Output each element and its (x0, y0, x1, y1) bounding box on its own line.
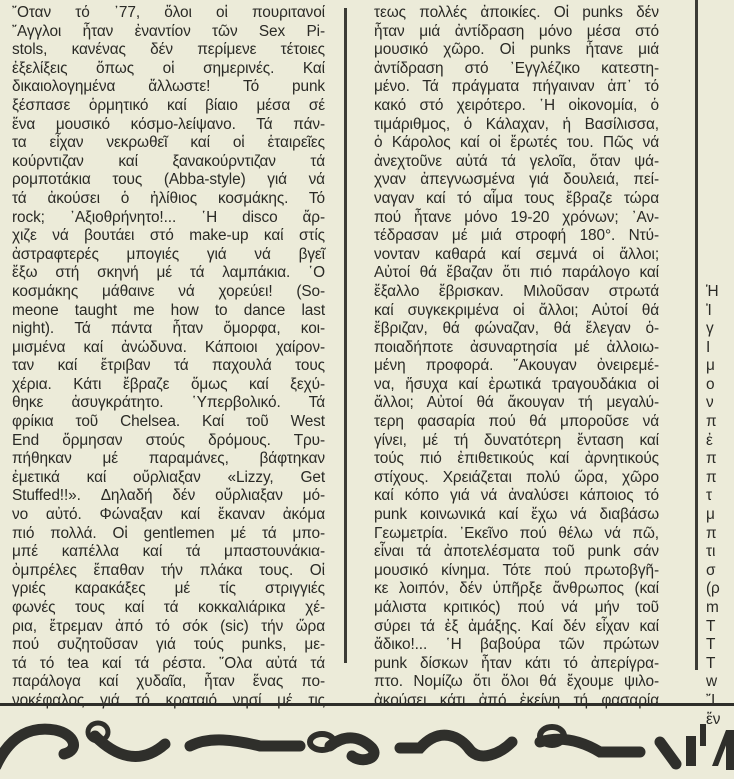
text-line: να, ἥσυχα καί ἐρωτικά τραγουδάκια οἱ (374, 375, 659, 393)
text-line: μένο. Τά πράγματα πήγαιναν ἀπ᾽ τό (374, 78, 659, 96)
text-line: χναν ἀπεγνωσμένα γιά δουλειά, πεί- (374, 171, 659, 189)
text-line: ταν καί ἔτριβαν τά παχουλά τους (12, 357, 325, 375)
text-line: τεως πολλές ἀποικίες. Οἱ punks δέν (374, 4, 659, 21)
text-line: τά ἀκούσει ὁ ἠλίθιος κοσμάκης. Τό (12, 189, 325, 207)
text-line: meone taught me how to dance last (12, 301, 325, 319)
text-line: μένη προφορά. ῎Ακουγαν ὀνειρεμέ- (374, 357, 659, 375)
text-line: (ρ (706, 580, 720, 598)
text-line (706, 171, 734, 190)
text-line: Τ (706, 636, 716, 654)
text-line: ἀστραφτερές μπογιές γιά νά βγεῖ (12, 245, 325, 263)
text-line: πιό πολλά. Οἱ gentlemen μέ τά μπο- (12, 524, 325, 542)
text-line: ἐ (706, 431, 713, 449)
text-line: πήθηκαν μέ παραμάνες, βάφτηκαν (12, 450, 325, 468)
text-line: ν (706, 394, 714, 412)
text-line: ὁ Κάρολος καί οἱ ἔρωτές του. Πῶς νά (374, 134, 659, 152)
text-line (706, 190, 734, 209)
column-divider-right (695, 0, 698, 670)
text-line: νονταν καθαρά καί σεμνά οἱ ἄλλοι; (374, 245, 659, 263)
text-line: τι (706, 543, 716, 561)
text-line (706, 264, 734, 283)
text-line (706, 116, 734, 135)
text-line: Αὐτοί θά ἔβαζαν ὅτι πιό παράλογο καί (374, 264, 659, 282)
text-line: ἀνεχτοῦνε αὐτά τά γελοῖα, ὅταν ψά- (374, 152, 659, 170)
text-line: ἄλλοι; Αὐτοί θά ἄκουγαν τή μεγαλύ- (374, 394, 659, 412)
column-divider-left (344, 8, 347, 663)
text-line: ἔξω στή σκηνή μέ τά λαμπάκια. ῾Ο (12, 264, 325, 282)
text-line: Γεωμετρία. ᾽Εκεῖνο πού θέλω νά πῶ, (374, 524, 659, 542)
text-line: τα εἶχαν νεκρωθεῖ καί οἱ ἑταιρεῖες (12, 134, 325, 152)
text-line: εἶναι τά ἀποτελέσματα τοῦ punk σάν (374, 543, 659, 561)
text-line (706, 153, 734, 172)
text-line: παράλογα καί χυδαῖα, ἦταν ἕνας πο- (12, 673, 325, 691)
text-line: κοσμάκης μάθαινε νά χορεύει! (So- (12, 282, 325, 300)
text-line: στίχους. Χρειάζεται πολύ ὥρα, χῶρο (374, 468, 659, 486)
text-line: Ἰ (706, 301, 712, 319)
text-line: τερη φασαρία πού θά μποροῦσε νά (374, 413, 659, 431)
decorative-lettering-icon (0, 706, 734, 779)
text-line: τ (706, 487, 712, 505)
text-line (706, 97, 734, 116)
decorative-lettering-banner (0, 703, 734, 779)
text-line: ἦταν μιά ἀντίδραση μόνο μέσα στό (374, 22, 659, 40)
text-line: ἀκούσει κάτι ἀπό ἐκείνη τή φασαρία (374, 691, 659, 709)
text-line: τιμάριθμος, ὁ Κάλαχαν, ἡ Βασίλισσα, (374, 115, 659, 133)
text-line: ρομποτάκια τους (Abba-style) γιά νά (12, 171, 325, 189)
text-line: night). Τά πάντα ἦταν ὄμορφα, κοι- (12, 320, 325, 338)
text-line (706, 227, 734, 246)
text-line (706, 4, 734, 23)
text-line: πού ἦτανε μόνο 19-20 χρόνων; ᾽Αν- (374, 208, 659, 226)
text-line: μάλιστα κριτικός) πού νά μήν τοῦ (374, 599, 659, 616)
text-line: τά τό tea καί τά ρέστα. ῞Ολα αὐτά τά (12, 654, 325, 672)
text-line: ποιαδήποτε ἀσυναρτησία μέ ἀλλοιω- (374, 338, 659, 356)
text-line: Τ (706, 617, 716, 635)
text-line (706, 23, 734, 42)
text-line: ῎Οταν τό ᾽77, ὅλοι οἱ πουριτανοί (12, 4, 325, 21)
text-line: σύρει τά ἐξ ἀμάξης. Καί δέν εἶχαν καί (374, 617, 659, 635)
text-line: punk κοινωνικά καί ἔχω νά διαβάσω (374, 506, 659, 524)
text-line: ῎Ι (706, 691, 716, 709)
text-line: m (706, 599, 719, 616)
text-line: χέρια. Κάτι ἔβραζε ὅμως καί ξεχύ- (12, 375, 325, 393)
text-line (706, 134, 734, 153)
text-line: μουσικό κίνημα. Τότε πού πρωτοβγῆ- (374, 561, 659, 579)
text-line: ἀντίδραση στό ᾽Εγγλέζικο κατεστη- (374, 59, 659, 77)
text-line (706, 78, 734, 97)
text-line: ο (706, 375, 715, 393)
text-line: rock; ᾽Αξιοθρήνητο!... ῾Η disco ἄρ- (12, 208, 325, 226)
text-column-right-cropped (706, 4, 734, 729)
text-line: μ (706, 357, 715, 375)
text-line: Ι (706, 338, 711, 356)
text-line: punk δίσκων ἦταν κάτι τό ἀπερίγρα- (374, 654, 659, 672)
text-line: σ (706, 561, 716, 579)
text-line: π (706, 450, 717, 468)
text-line (706, 209, 734, 228)
text-line: ἔξαλλο ἔβρισκαν. Μιλοῦσαν στρωτά (374, 282, 659, 300)
text-line: γίνει, μέ τή δυνατότερη ἔνταση καί (374, 431, 659, 449)
text-line: πού συζητοῦσαν γιά τούς punks, με- (12, 636, 325, 654)
text-line: ἄδικο!... ῾Η βαβούρα τῶν πρώτων (374, 636, 659, 654)
text-line: π (706, 468, 717, 486)
text-line: ὀμπρέλες ἔπαθαν τήν πλάκα τους. Οἱ (12, 561, 325, 579)
text-line: δικαιολογημένα ἄλλωστε! Τό punk (12, 78, 325, 96)
text-line: καί κόπο γιά νά ἀναλύσει κάποιος τό (374, 487, 659, 505)
text-line: Ἡ (706, 282, 719, 300)
text-line: γριές καρακάξες μέ τίς στριγγιές (12, 580, 325, 598)
text-line: φωνές τους καί τά κοκκαλιάρικα χέ- (12, 599, 325, 616)
text-line: ἕν (706, 710, 721, 728)
text-line: θηκε ἀσυγκράτητο. ῾Υπερβολικό. Τά (12, 394, 325, 412)
text-line: ῎Αγγλοι ἦταν ἐναντίον τῶν Sex Pi- (12, 22, 325, 40)
text-line: χιζε νά βουτάει στό make-up καί στίς (12, 227, 325, 245)
text-line: Stuffed!!». Δηλαδή δέν οὔρλιαξαν μό- (12, 487, 325, 505)
text-line: stols, κανένας δέν περίμενε τέτοιες (12, 41, 325, 59)
text-line: End ὅρμησαν στούς δρόμους. Τρυ- (12, 431, 325, 449)
text-line: πτο. Νομίζω ὅτι ὅλοι θά ἔχουμε ψιλο- (374, 673, 659, 691)
text-line: τέδρασαν μέ μιά στροφή 180°. Ντύ- (374, 227, 659, 245)
text-line: μουσικό χῶρο. Οἱ punks ἦτανε μιά (374, 41, 659, 59)
text-column-left (12, 4, 325, 711)
text-line: γ (706, 320, 714, 338)
text-line: ἕνα μουσικό κόσμο-λείψανο. Τά πάν- (12, 115, 325, 133)
text-line: Τ (706, 654, 716, 672)
text-line: μισμένα καί ἀνώδυνα. Κάποιοι χαίρον- (12, 338, 325, 356)
text-line (706, 60, 734, 79)
text-line: π (706, 413, 717, 431)
text-line: π (706, 524, 717, 542)
text-line (706, 41, 734, 60)
text-line (706, 246, 734, 265)
text-line: κε λοιπόν, δέν ὑπῆρξε ἄνθρωπος (καί (374, 580, 659, 598)
text-line: ἐξελίξεις ὅπως οἱ σημερινές. Καί (12, 59, 325, 77)
text-line: w (706, 673, 718, 691)
text-line: ξέσπασε ὁρμητικό καί βίαιο μέσα σέ (12, 96, 325, 114)
text-line: κακό στό χειρότερο. ῾Η οἰκονομία, ὁ (374, 96, 659, 114)
text-line: ἔβριζαν, θά φώναζαν, θά ἔλεγαν ὁ- (374, 320, 659, 338)
text-line: ρια, ἔτρεμαν ἀπό τό σόκ (sic) τήν ὥρα (12, 617, 325, 635)
text-line: μπέ καπέλλα καί τά μπαστουνάκια- (12, 543, 325, 561)
text-line: νοκέφαλος γιά τό κραταιό νησί μέ τις (12, 691, 325, 709)
text-line: καί συγκεκριμένα οἱ ἄλλοι; Αὐτοί θά (374, 301, 659, 319)
text-line: ναγαν καί τό αἷμα τους ἔβραζε τώρα (374, 189, 659, 207)
text-line: τούς πιό ἐπιθετικούς καί ἀρνητικούς (374, 450, 659, 468)
text-line: μ (706, 506, 715, 524)
text-line: φρίκια τοῦ Chelsea. Καί τοῦ West (12, 413, 325, 431)
text-line: ἐμετικά καί οὔρλιαξαν «Lizzy, Get (12, 468, 325, 486)
text-line: νο αὐτό. Φώναξαν καί ἔκαναν ἀκόμα (12, 506, 325, 524)
text-line: κούρντιζαν καί ξανακούρντιζαν τά (12, 152, 325, 170)
text-column-middle (374, 4, 659, 711)
